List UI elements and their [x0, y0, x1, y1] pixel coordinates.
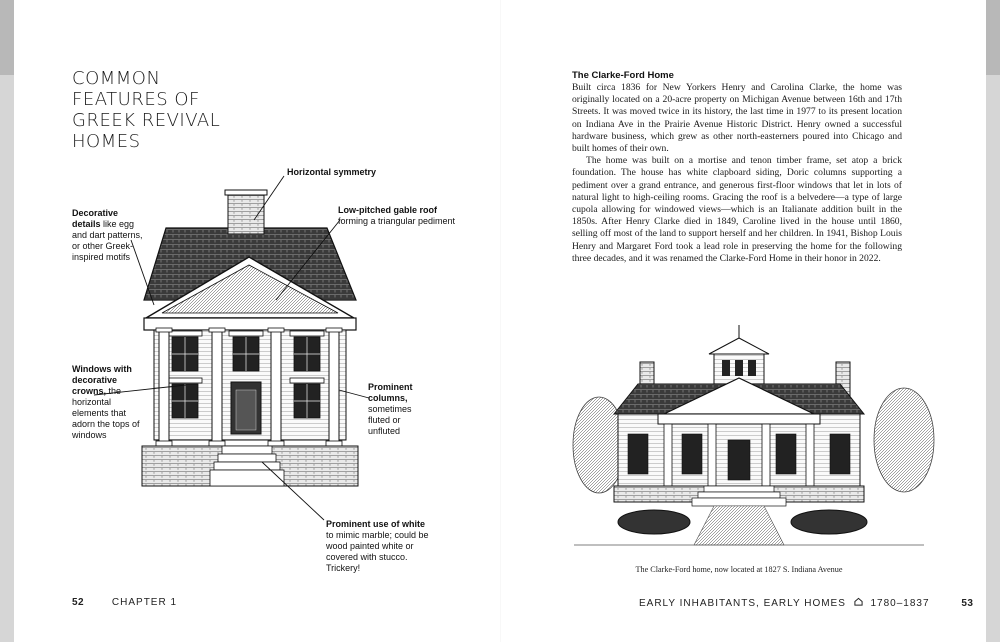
left-page-number: 52: [72, 597, 85, 608]
callout-prominent-white: Prominent use of white to mimic marble; could be wood painted white or covered with stucco. Trickery!: [326, 519, 429, 573]
right-folio: [639, 597, 973, 609]
left-running-head: CHAPTER 1: [111, 597, 178, 608]
callout-horizontal-symmetry: Horizontal symmetry: [287, 167, 377, 177]
paragraph-2: The home was built on a mortise and tenon timber frame, set atop a brick foundation. The house has white clapboard siding, Doric columns supporting a pediment over a grand entrance, and generous first-floor windows that let in lots of natural light to high-ceiling rooms. Gracing the roof is a belvedere—a type of large cupola allowing for windowed views—which is an Italianate addition built in the 1850s. After Henry Clarke died in 1849, Caroline lived in the house until 1860, selling off most of the land to support herself and her children. In 1941, Bishop Louis Henry and Margaret Ford took a lead role in preserving the home for the following three decades, and it was renamed the Clarke-Ford Home in their honor in 2022.: [572, 155, 902, 264]
right-edge-shadow: [986, 0, 1000, 75]
body-text: [572, 82, 902, 265]
left-edge-shadow: [0, 0, 14, 75]
page-title: COMMON FEATURES OF GREEK REVIVAL HOMES: [72, 68, 221, 152]
left-folio: [72, 597, 177, 608]
book-spread: [14, 0, 986, 642]
running-head-years: 1780–1837: [870, 598, 930, 609]
paragraph-1: Built circa 1836 for New Yorkers Henry and Carolina Clarke, the home was originally located on a 20-acre property on Michigan Avenue between 16th and 17th Streets. It was moved twice in its history, the last time in 1977 to its present location on Indiana Ave in the Prairie Avenue Historic District. Henry owned a successful hardware business, which grew as other north-easterners poured into Chicago and built homes of their own.: [572, 82, 902, 155]
callout-prominent-columns: Prominent columns, sometimes fluted or unfluted: [368, 382, 413, 436]
callout-windows-crowns: Windows with decorative crowns, the horizontal elements that adorn the tops of windows: [72, 364, 140, 440]
callout-low-pitched-roof: Low-pitched gable roof forming a triangular pediment: [338, 205, 456, 226]
callout-decorative-details: Decorative details like egg and dart patterns, or other Greek-inspired motifs: [72, 208, 143, 262]
house-outline-icon: [854, 597, 863, 609]
image-caption: The Clarke-Ford home, now located at 1827 S. Indiana Avenue: [635, 565, 843, 574]
clarke-ford-house-drawing: [573, 325, 934, 545]
right-page-number: 53: [961, 598, 974, 609]
right-running-head: EARLY INHABITANTS, EARLY HOMES: [639, 598, 846, 609]
section-heading: The Clarke-Ford Home: [572, 70, 674, 81]
